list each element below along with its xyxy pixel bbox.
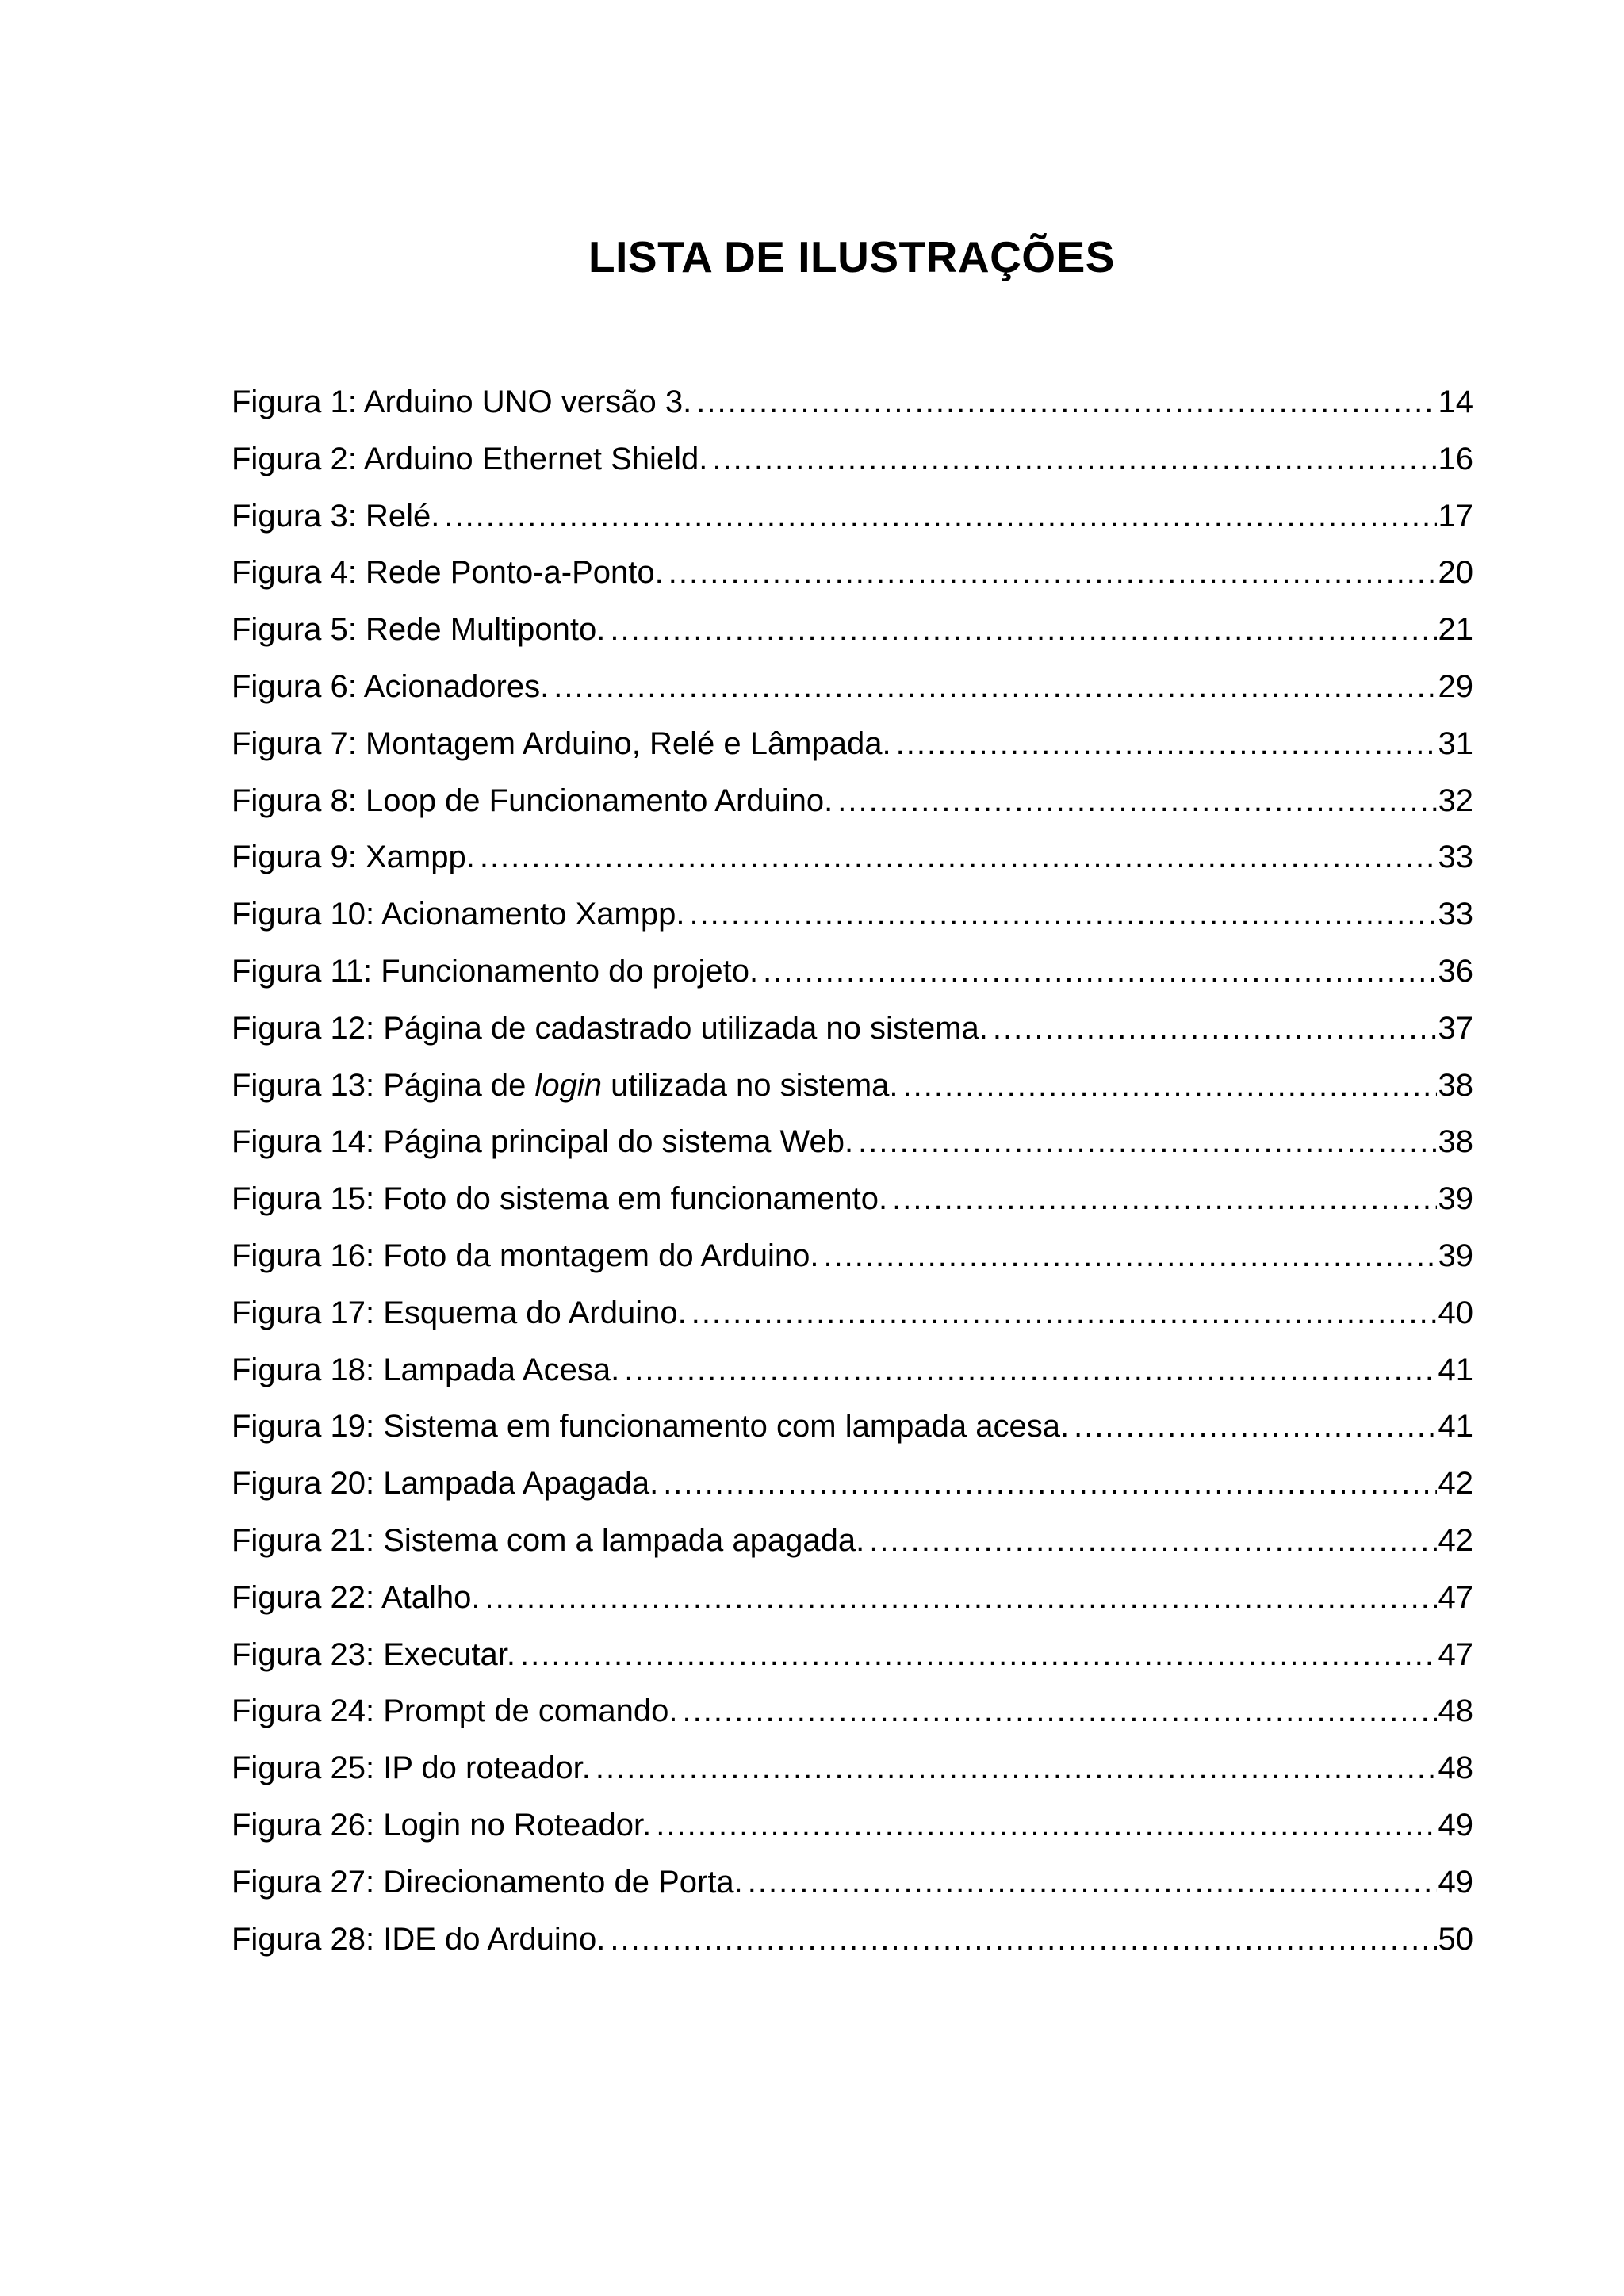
entry-page-number: 21 bbox=[1438, 612, 1473, 648]
list-item[interactable] bbox=[232, 1114, 1473, 1171]
entry-label: Figura 4: Rede Ponto-a-Ponto. bbox=[232, 555, 664, 591]
dot-leader bbox=[553, 659, 1436, 716]
entry-page-number: 33 bbox=[1438, 897, 1473, 932]
dot-leader bbox=[696, 374, 1436, 431]
entry-page-number: 14 bbox=[1438, 385, 1473, 419]
dot-leader bbox=[892, 1171, 1436, 1228]
list-item[interactable] bbox=[232, 1797, 1473, 1854]
entry-page-number: 47 bbox=[1438, 1636, 1473, 1672]
entry-label: Figura 11: Funcionamento do projeto. bbox=[232, 953, 759, 989]
list-item[interactable] bbox=[232, 773, 1473, 830]
entry-label: Figura 23: Executar. bbox=[232, 1636, 515, 1672]
entry-label: Figura 3: Relé. bbox=[232, 498, 440, 534]
dot-leader bbox=[691, 1285, 1437, 1342]
entry-label: Figura 16: Foto da montagem do Arduino. bbox=[232, 1238, 819, 1273]
entry-page-number: 31 bbox=[1438, 725, 1473, 761]
entry-page-number: 16 bbox=[1438, 441, 1473, 476]
entry-label: Figura 20: Lampada Apagada. bbox=[232, 1466, 659, 1502]
entry-label: Figura 6: Acionadores. bbox=[232, 668, 550, 704]
list-item[interactable] bbox=[232, 716, 1473, 773]
entry-page-number: 40 bbox=[1438, 1295, 1473, 1330]
entry-page-number: 41 bbox=[1438, 1409, 1473, 1445]
list-item[interactable] bbox=[232, 1285, 1473, 1342]
entry-label: Figura 25: IP do roteador. bbox=[232, 1751, 591, 1786]
list-item[interactable] bbox=[232, 1740, 1473, 1797]
entry-label: Figura 24: Prompt de comando. bbox=[232, 1693, 678, 1729]
dot-leader bbox=[869, 1513, 1436, 1570]
entry-page-number: 42 bbox=[1438, 1522, 1473, 1558]
dot-leader bbox=[610, 1911, 1436, 1969]
list-item[interactable] bbox=[232, 829, 1473, 886]
dot-leader bbox=[668, 545, 1437, 602]
list-item[interactable] bbox=[232, 1228, 1473, 1285]
dot-leader bbox=[896, 716, 1437, 773]
dot-leader bbox=[480, 829, 1437, 886]
dot-leader bbox=[596, 1740, 1437, 1797]
entry-page-number: 49 bbox=[1438, 1807, 1473, 1843]
entry-page-number: 20 bbox=[1438, 555, 1473, 591]
entry-label: Figura 28: IDE do Arduino. bbox=[232, 1921, 606, 1957]
list-item[interactable] bbox=[232, 374, 1473, 431]
entry-page-number: 33 bbox=[1438, 840, 1473, 875]
page-title: LISTA DE ILUSTRAÇÕES bbox=[588, 232, 1115, 281]
entry-label-end: utilizada no sistema. bbox=[602, 1067, 898, 1103]
entry-label: Figura 14: Página principal do sistema Web. bbox=[232, 1124, 854, 1160]
entry-label-italic: login bbox=[534, 1067, 602, 1103]
dot-leader bbox=[763, 943, 1436, 1001]
entry-page-number: 41 bbox=[1438, 1352, 1473, 1387]
entry-label bbox=[232, 1058, 898, 1115]
dot-leader bbox=[444, 488, 1436, 545]
dot-leader bbox=[858, 1114, 1436, 1171]
entry-label: Figura 8: Loop de Funcionamento Arduino. bbox=[232, 783, 833, 818]
list-item[interactable] bbox=[232, 602, 1473, 659]
dot-leader bbox=[823, 1228, 1436, 1285]
entry-page-number: 38 bbox=[1438, 1067, 1473, 1103]
entry-page-number: 38 bbox=[1438, 1124, 1473, 1160]
entry-label: Figura 17: Esquema do Arduino. bbox=[232, 1295, 687, 1330]
entry-label: Figura 12: Página de cadastrado utilizada no sistema. bbox=[232, 1010, 988, 1046]
dot-leader bbox=[485, 1570, 1437, 1627]
list-item[interactable] bbox=[232, 1683, 1473, 1740]
dot-leader bbox=[689, 886, 1436, 943]
list-item[interactable] bbox=[232, 1058, 1473, 1115]
dot-leader bbox=[993, 1001, 1437, 1058]
entry-page-number: 50 bbox=[1438, 1921, 1473, 1957]
entry-label: Figura 5: Rede Multiponto. bbox=[232, 612, 606, 648]
entry-label: Figura 9: Xampp. bbox=[232, 840, 475, 875]
entry-label: Figura 27: Direcionamento de Porta. bbox=[232, 1864, 743, 1900]
dot-leader bbox=[610, 602, 1436, 659]
list-item[interactable] bbox=[232, 1456, 1473, 1513]
list-item[interactable] bbox=[232, 1399, 1473, 1456]
dot-leader bbox=[1074, 1399, 1436, 1456]
list-item[interactable] bbox=[232, 1001, 1473, 1058]
dot-leader bbox=[656, 1797, 1436, 1854]
entry-label: Figura 10: Acionamento Xampp. bbox=[232, 897, 685, 932]
entry-page-number: 36 bbox=[1438, 953, 1473, 989]
list-item[interactable] bbox=[232, 1513, 1473, 1570]
entry-label: Figura 21: Sistema com a lampada apagada. bbox=[232, 1522, 865, 1558]
dot-leader bbox=[624, 1342, 1436, 1399]
entry-label: Figura 18: Lampada Acesa. bbox=[232, 1352, 620, 1387]
dot-leader bbox=[712, 431, 1436, 488]
entry-label: Figura 26: Login no Roteador. bbox=[232, 1807, 652, 1843]
entry-label: Figura 19: Sistema em funcionamento com lampada acesa. bbox=[232, 1409, 1070, 1445]
dot-leader bbox=[903, 1058, 1437, 1115]
list-item[interactable] bbox=[232, 1627, 1473, 1684]
entry-label: Figura 7: Montagem Arduino, Relé e Lâmpada. bbox=[232, 725, 891, 761]
entry-page-number: 49 bbox=[1438, 1864, 1473, 1900]
entry-label: Figura 15: Foto do sistema em funcionamento. bbox=[232, 1181, 888, 1217]
list-item[interactable] bbox=[232, 886, 1473, 943]
entry-page-number: 29 bbox=[1438, 668, 1473, 704]
entry-label: Figura 22: Atalho. bbox=[232, 1579, 481, 1615]
list-item[interactable] bbox=[232, 1911, 1473, 1969]
entry-page-number: 48 bbox=[1438, 1693, 1473, 1729]
dot-leader bbox=[520, 1627, 1437, 1684]
list-item[interactable] bbox=[232, 488, 1473, 545]
list-item[interactable] bbox=[232, 1854, 1473, 1911]
entry-page-number: 47 bbox=[1438, 1579, 1473, 1615]
list-item[interactable] bbox=[232, 1171, 1473, 1228]
list-item[interactable] bbox=[232, 545, 1473, 602]
entry-page-number: 39 bbox=[1438, 1238, 1473, 1273]
dot-leader bbox=[663, 1456, 1436, 1513]
entry-label-start: Figura 13: Página de bbox=[232, 1067, 535, 1103]
entry-label: Figura 1: Arduino UNO versão 3. bbox=[232, 385, 692, 419]
entry-page-number: 17 bbox=[1438, 498, 1473, 534]
list-item[interactable] bbox=[232, 1570, 1473, 1627]
entry-page-number: 37 bbox=[1438, 1010, 1473, 1046]
entry-page-number: 42 bbox=[1438, 1466, 1473, 1502]
entry-page-number: 48 bbox=[1438, 1751, 1473, 1786]
dot-leader bbox=[748, 1854, 1437, 1911]
list-item[interactable] bbox=[232, 1342, 1473, 1399]
list-item[interactable] bbox=[232, 431, 1473, 488]
entry-page-number: 39 bbox=[1438, 1181, 1473, 1217]
dot-leader bbox=[837, 773, 1436, 830]
entry-page-number: 32 bbox=[1438, 783, 1473, 818]
dot-leader bbox=[683, 1683, 1437, 1740]
list-item[interactable] bbox=[232, 943, 1473, 1001]
list-of-illustrations bbox=[232, 374, 1473, 1968]
list-item[interactable] bbox=[232, 659, 1473, 716]
entry-label: Figura 2: Arduino Ethernet Shield. bbox=[232, 441, 708, 476]
